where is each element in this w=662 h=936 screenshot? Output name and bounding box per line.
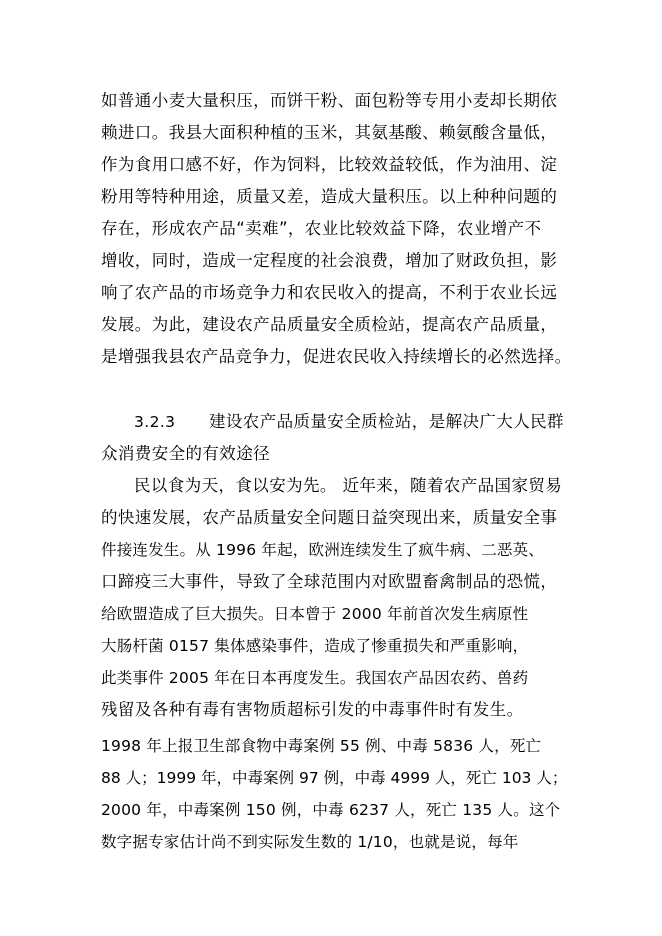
paragraph-line: 存在，形成农产品“卖难”，农业比较效益下降，农业增产不 [101,219,542,238]
paragraph-line: 如普通小麦大量积压，而饼干粉、面包粉等专用小麦却长期依 [101,91,558,110]
paragraph-line: 88 人；1999 年，中毒案例 97 例，中毒 4999 人，死亡 103 人； [101,769,568,787]
paragraph-line: 响了农产品的市场竞争力和农民收入的提高，不利于农业长远 [101,283,558,302]
section-title: 建设农产品质量安全质检站，是解决广大人民群 [209,412,564,431]
paragraph-line: 件接连发生。从 1996 年起，欧洲连续发生了疯牛病、二恶英、 [101,541,545,559]
paragraph-line: 粉用等特种用途，质量又差，造成大量积压。以上种种问题的 [101,187,558,206]
paragraph-line: 2000 年，中毒案例 150 例，中毒 6237 人，死亡 135 人。这个 [101,801,561,819]
paragraph-line: 的快速发展，农产品质量安全问题日益突现出来，质量安全事 [101,508,558,527]
section-title: 众消费安全的有效途径 [101,444,270,463]
paragraph-line: 作为食用口感不好，作为饲料，比较效益较低，作为油用、淀 [101,155,558,174]
paragraph-line: 口蹄疫三大事件，导致了全球范围内对欧盟畜禽制品的恐慌， [101,572,558,591]
paragraph-line: 1998 年上报卫生部食物中毒案例 55 例、中毒 5836 人，死亡 [101,737,542,755]
paragraph-line: 此类事件 2005 年在日本再度发生。我国农产品因农药、兽药 [101,669,529,687]
paragraph-line: 残留及各种有毒有害物质超标引发的中毒事件时有发生。 [101,700,524,719]
section-number: 3.2.3 [134,413,176,431]
paragraph-line: 大肠杆菌 0157 集体感染事件，造成了惨重损失和严重影响， [101,637,529,655]
paragraph-line: 赖进口。我县大面积种植的玉米，其氨基酸、赖氨酸含量低， [101,123,558,142]
paragraph-line: 民以食为天，食以安为先。 近年来，随着农产品国家贸易 [134,476,563,495]
paragraph-line: 增收，同时，造成一定程度的社会浪费，增加了财政负担，影 [101,251,558,270]
paragraph-line: 是增强我县农产品竞争力，促进农民收入持续增长的必然选择。 [101,347,572,366]
paragraph-line: 发展。为此，建设农产品质量安全质检站，提高农产品质量， [101,315,558,334]
paragraph-line: 数字据专家估计尚不到实际发生数的 1/10，也就是说，每年 [101,833,519,851]
paragraph-line: 给欧盟造成了巨大损失。日本曾于 2000 年前首次发生病原性 [101,605,529,623]
